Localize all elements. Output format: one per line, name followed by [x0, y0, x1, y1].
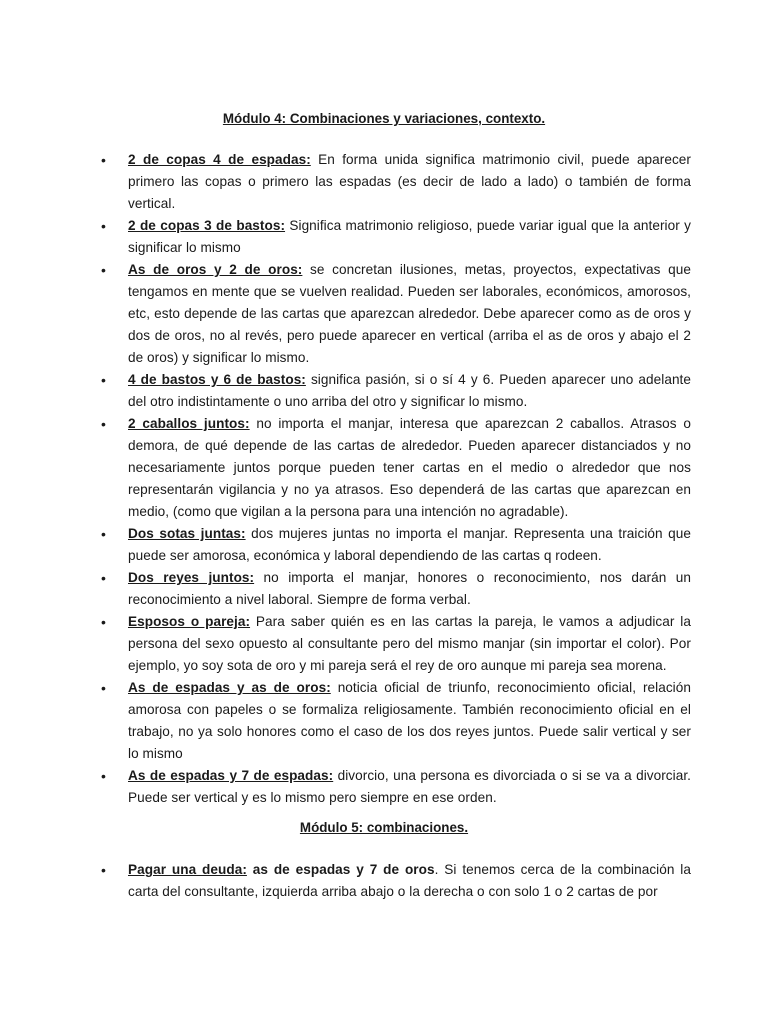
- item-text: dos mujeres juntas no importa el manjar. Representa una traición que puede ser amorosa, económica y laboral dependiendo de las cartas q rodeen.: [128, 526, 691, 563]
- item-term: As de espadas y as de oros:: [128, 680, 331, 695]
- bullet-icon: •: [101, 614, 106, 630]
- bullet-icon: •: [101, 862, 106, 878]
- item-text: significa pasión, si o sí 4 y 6. Pueden aparecer uno adelante del otro indistintamente o uno arriba del otro y significar lo mismo.: [128, 372, 691, 409]
- bullet-icon: •: [101, 526, 106, 542]
- bullet-icon: •: [101, 152, 106, 168]
- list-item: [101, 149, 691, 215]
- bullet-icon: •: [101, 768, 106, 784]
- bullet-icon: •: [101, 372, 106, 388]
- item-term: As de espadas y 7 de espadas:: [128, 768, 334, 783]
- list-item: [101, 567, 692, 611]
- list-item: [101, 259, 691, 369]
- item-text: En forma unida significa matrimonio civil, puede aparecer primero las copas o primero las espadas (es decir de lado a lado) o también de forma vertical.: [128, 152, 691, 211]
- list-item: [101, 215, 691, 259]
- item-term: Pagar una deuda:: [128, 862, 247, 877]
- item-text: no importa el manjar, interesa que aparezcan 2 caballos. Atrasos o demora, de qué depende de las cartas de alrededor. Pueden aparecer distanciados y no necesariamente juntos porque pueden tener cartas en el medio o alrededor que nos representarán vigilancia y no ya atrasos. Eso dependerá de las cartas que aparezcan en medio, (como que vigilan a la persona para una intención no agradable).: [128, 416, 691, 519]
- module-4-heading: Módulo 4: Combinaciones y variaciones, contexto.: [222, 111, 546, 126]
- item-text: . Si tenemos cerca de la combinación la carta del consultante, izquierda arriba abajo o la derecha o con solo 1 o 2 cartas de por: [128, 862, 691, 899]
- item-text: Para saber quién es en las cartas la pareja, le vamos a adjudicar la persona del sexo opuesto al consultante pero del mismo manjar (sin importar el color). Por ejemplo, yo soy sota de oro y mi pareja será el rey de oro aunque mi pareja sea morena.: [128, 614, 691, 673]
- list-item: [101, 859, 691, 903]
- item-term: Esposos o pareja:: [128, 614, 251, 629]
- item-term: 2 de copas 3 de bastos:: [128, 218, 286, 233]
- bullet-icon: •: [101, 570, 106, 586]
- module-4-list: [101, 149, 692, 809]
- bullet-icon: •: [101, 218, 106, 234]
- item-term: As de oros y 2 de oros:: [128, 262, 303, 277]
- list-item: [101, 369, 691, 413]
- module-5-list: [101, 859, 691, 903]
- bullet-icon: •: [101, 416, 106, 432]
- bullet-icon: •: [101, 262, 106, 278]
- item-text: Significa matrimonio religioso, puede variar igual que la anterior y significar lo mismo: [128, 218, 691, 255]
- item-term: 4 de bastos y 6 de bastos:: [128, 372, 306, 387]
- item-term: Dos sotas juntas:: [128, 526, 246, 541]
- item-term: Dos reyes juntos:: [128, 570, 255, 585]
- module-5-heading: Módulo 5: combinaciones.: [299, 820, 469, 835]
- list-item: [101, 765, 691, 809]
- list-item: [101, 677, 691, 765]
- item-text: se concretan ilusiones, metas, proyectos, expectativas que tengamos en mente que se vuelven realidad. Pueden ser laborales, económicos, amorosos, etc, esto depende de las cartas que aparezcan alrededor. Debe aparecer como as de oros y dos de oros, no al revés, pero puede aparecer en vertical (arriba el as de oros y abajo el 2 de oros) y significar lo mismo.: [128, 262, 691, 365]
- item-term: 2 caballos juntos:: [128, 416, 250, 431]
- item-bold-text: as de espadas y 7 de oros: [246, 862, 435, 877]
- item-text: noticia oficial de triunfo, reconocimiento oficial, relación amorosa con papeles o se formaliza religiosamente. También reconocimiento oficial en el trabajo, no ya solo honores como el caso de los dos reyes juntos. Puede salir vertical y ser lo mismo: [128, 680, 691, 761]
- list-item: [101, 611, 691, 677]
- list-item: [101, 413, 691, 523]
- item-text: no importa el manjar, honores o reconocimiento, nos darán un reconocimiento a nivel laboral. Siempre de forma verbal.: [128, 570, 692, 607]
- bullet-icon: •: [101, 680, 106, 696]
- item-term: 2 de copas 4 de espadas:: [128, 152, 311, 167]
- item-text: divorcio, una persona es divorciada o si se va a divorciar. Puede ser vertical y es lo mismo pero siempre en ese orden.: [128, 768, 691, 805]
- list-item: [101, 523, 691, 567]
